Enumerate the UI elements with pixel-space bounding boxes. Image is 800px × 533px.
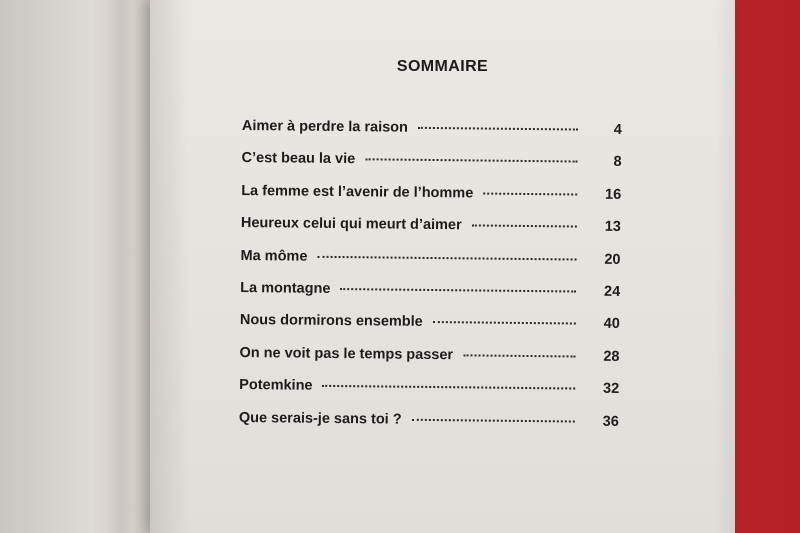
toc-entry-page: 20 — [604, 251, 621, 268]
toc-entry-leader — [365, 159, 577, 163]
toc-entry — [240, 248, 620, 284]
toc-entry-title: La montagne — [240, 279, 331, 297]
toc-entry-page: 13 — [604, 218, 621, 236]
toc-entry-title: Heureux celui qui meurt d’aimer — [240, 215, 462, 234]
toc-entry-leader — [433, 321, 576, 324]
toc-entry-page: 36 — [602, 413, 619, 430]
toc-entry-leader — [412, 418, 575, 422]
toc-entry-page: 32 — [602, 380, 620, 398]
toc-entry — [240, 280, 620, 316]
back-page — [0, 0, 165, 533]
toc-entry-page: 24 — [603, 283, 621, 300]
toc-entry-page: 8 — [613, 154, 622, 171]
toc-entry — [241, 183, 621, 219]
toc-entry — [241, 150, 621, 186]
toc-entry-title: Nous dormirons ensemble — [239, 312, 423, 331]
toc-entry-title: Aimer à perdre la raison — [241, 118, 409, 136]
toc-entry — [241, 215, 621, 251]
page-shadow — [150, 0, 190, 533]
toc-entry — [239, 345, 619, 381]
page-right-shadow — [715, 0, 735, 533]
toc-entry — [239, 409, 619, 445]
toc-entry-page: 40 — [603, 316, 620, 333]
back-page-edge — [105, 0, 135, 533]
toc-entry-title: La femme est l’avenir de l’homme — [241, 182, 474, 202]
toc-entry-title: Potemkine — [239, 377, 313, 394]
toc-entry-page: 4 — [613, 121, 622, 138]
toc-entry-leader — [472, 225, 577, 228]
booklet-page — [150, 0, 735, 533]
toc-entry-page: 28 — [603, 348, 620, 365]
toc-title: SOMMAIRE — [396, 58, 489, 75]
toc-entry-title: Ma môme — [240, 247, 308, 265]
toc-entry-leader — [323, 385, 576, 390]
toc-entry-title: On ne voit pas le temps passer — [239, 344, 454, 363]
toc-entry-leader — [483, 192, 577, 195]
toc-entry-leader — [340, 288, 576, 292]
toc-entry-title: Que serais-je sans toi ? — [238, 409, 402, 428]
toc-entry-title: C’est beau la vie — [241, 150, 356, 168]
toc-entry-page: 16 — [604, 186, 622, 203]
toc-entry-leader — [463, 354, 575, 357]
toc-entry — [240, 312, 620, 348]
toc-entry — [242, 118, 622, 154]
toc-list — [239, 118, 622, 446]
toc-entry — [239, 377, 619, 413]
toc-entry-leader — [418, 127, 578, 131]
toc-entry-leader — [317, 255, 576, 260]
